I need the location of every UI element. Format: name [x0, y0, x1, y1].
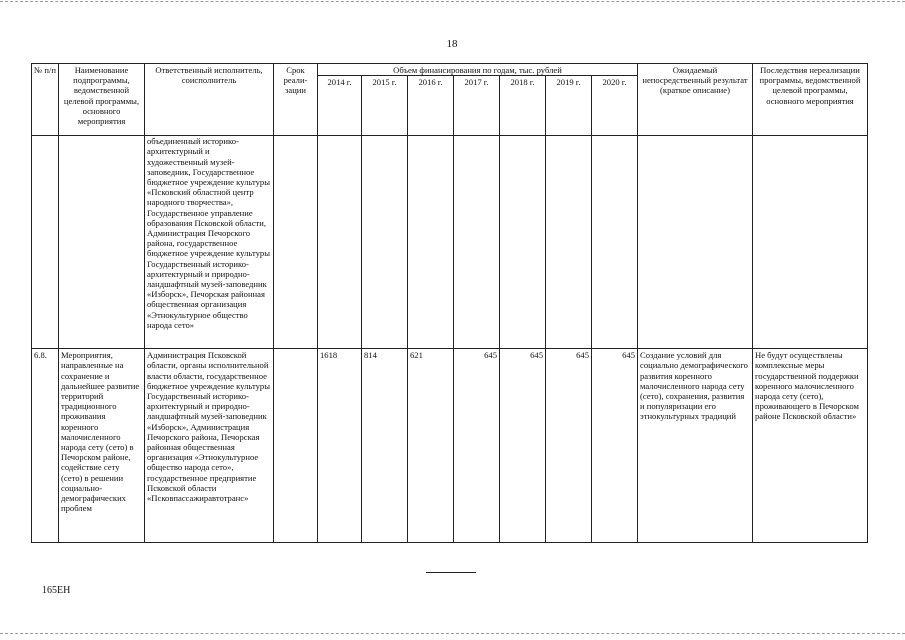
- table-row: [32, 136, 868, 349]
- value-2016: [408, 136, 454, 349]
- header-result: Ожидаемый непосредственный результат (краткое описание): [638, 64, 753, 136]
- row-result: Создание условий для социально демографического развития коренного малочисленного народа сету (сето), сохранения, развития и популяризации его этнокультурных традиций: [638, 349, 753, 543]
- header-name: Наименование подпрограммы, ведомственной целевой программы, основного мероприятия: [59, 64, 145, 136]
- row-consequences: Не будут осуществлены комплексные меры государственной поддержки коренного малочисленного народа сету (сето), проживающего в Печорском районе Псковской области»: [753, 349, 868, 543]
- row-name: [59, 136, 145, 349]
- row-number: 6.8.: [32, 349, 59, 543]
- row-executor: Администрация Псковской области, органы исполнительной власти области, государственное бюджетное учреждение культуры Государственный историко-архитектурный и природно-ландшафтный музей-заповедник «Изборск», Администрация Печорского района, Печорская районная общественная организация «Этнокультурное общество народа сето», государственное предприятие Псковской области «Псковпассажиравтотранс»: [145, 349, 274, 543]
- header-executor: Ответственный исполнитель, соисполнитель: [145, 64, 274, 136]
- value-2016: 621: [408, 349, 454, 543]
- header-year-2015: 2015 г.: [362, 76, 408, 136]
- scan-edge-top: [0, 1, 905, 2]
- program-table: [31, 63, 868, 543]
- header-funding-group: Объем финансирования по годам, тыс. рублей: [318, 64, 638, 76]
- row-result: [638, 136, 753, 349]
- footer-code: 165ЕН: [42, 585, 71, 596]
- scan-edge-bottom: [0, 633, 905, 634]
- header-no: № п/п: [32, 64, 59, 136]
- value-2014: [318, 136, 362, 349]
- header-year-2017: 2017 г.: [454, 76, 500, 136]
- value-2019: [546, 136, 592, 349]
- value-2018: [500, 136, 546, 349]
- value-2020: [592, 136, 638, 349]
- value-2014: 1618: [318, 349, 362, 543]
- header-year-2019: 2019 г.: [546, 76, 592, 136]
- value-2015: [362, 136, 408, 349]
- value-2017: [454, 136, 500, 349]
- value-2020: 645: [592, 349, 638, 543]
- value-2017: 645: [454, 349, 500, 543]
- row-term: [274, 349, 318, 543]
- header-year-2020: 2020 г.: [592, 76, 638, 136]
- header-term: Срок реали-зации: [274, 64, 318, 136]
- value-2018: 645: [500, 349, 546, 543]
- row-executor: объединенный историко-архитектурный и художественный музей-заповедник, Государственное бюджетное учреждение культуры «Псковский областной центр народного творчества», Государственное управление образования Псковской области, Администрация Печорского района, государственное бюджетное учреждение культуры Государственный историко-архитектурный и природно-ландшафтный музей-заповедник «Изборск», Печорская районная общественная организация «Этнокультурное общество народа сето»: [145, 136, 274, 349]
- row-name: Мероприятия, направленные на сохранение и дальнейшее развитие территорий традиционного проживания коренного малочисленного народа сету (сето) в Печорском районе, содействие сету (сето) в решении социально-демографических проблем: [59, 349, 145, 543]
- header-year-2014: 2014 г.: [318, 76, 362, 136]
- row-consequences: [753, 136, 868, 349]
- value-2019: 645: [546, 349, 592, 543]
- header-consequences: Последствия нереализации программы, ведомственной целевой программы, основного мероприятия: [753, 64, 868, 136]
- row-number: [32, 136, 59, 349]
- page-number: 18: [446, 38, 458, 50]
- value-2015: 814: [362, 349, 408, 543]
- table-row: [32, 349, 868, 543]
- header-year-2016: 2016 г.: [408, 76, 454, 136]
- row-term: [274, 136, 318, 349]
- header-year-2018: 2018 г.: [500, 76, 546, 136]
- separator-line: [426, 572, 476, 573]
